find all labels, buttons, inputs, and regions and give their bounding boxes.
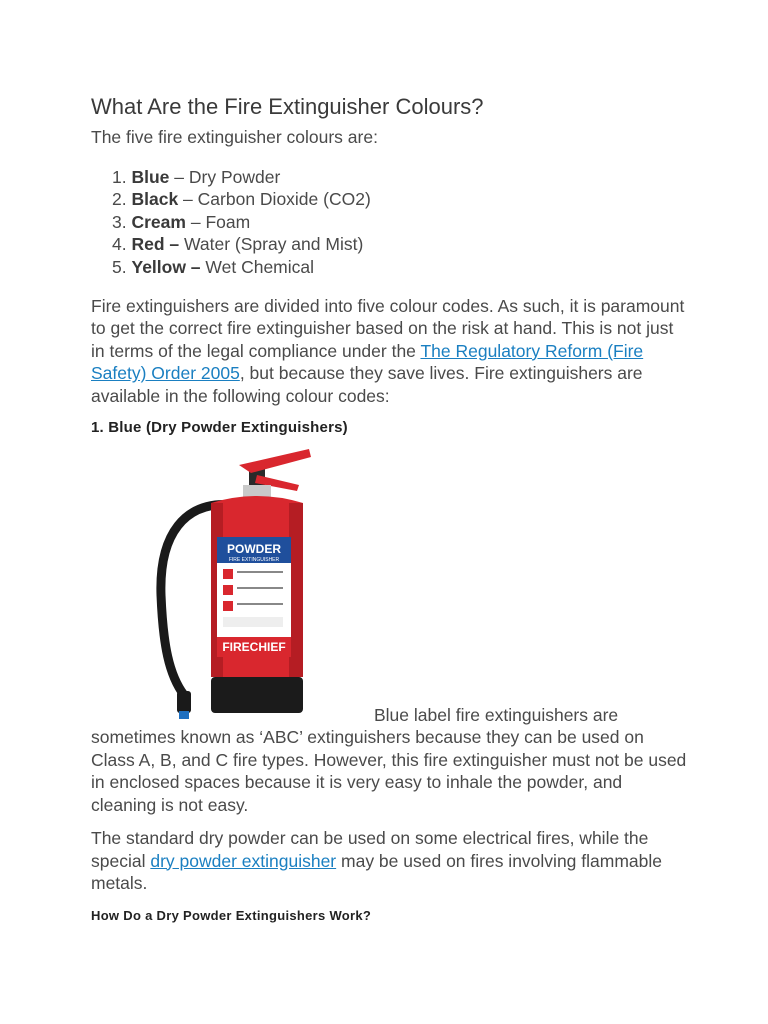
list-item: 3. Cream – Foam [112, 211, 251, 232]
regulatory-reform-link[interactable]: The Regulatory Reform (Fire Safety) Order 2005 [91, 340, 644, 384]
list-item: 2. Black – Carbon Dioxide (CO2) [112, 189, 371, 210]
brand-logo: FIRECHIEF [222, 640, 286, 655]
list-item: 5. Yellow – Wet Chemical [112, 256, 315, 277]
paragraph-blue-label: Blue label fire extinguishers are sometimes known as ‘ABC’ extinguishers because they can be used on Class A, B, and C fire types. However, this fire extinguisher must not be used in enclosed spaces because it is very easy to inhale the powder, and cleaning is not easy. [91, 705, 687, 815]
label-title: POWDER [227, 542, 281, 557]
paragraph-colour-codes: Fire extinguishers are divided into five colour codes. As such, it is paramount to get the correct fire extinguisher based on the risk at hand. This is not just in terms of the legal compliance under the The Regulatory Reform (Fire Safety) Order 2005, but because they save lives. Fire extinguishers are available in the following colour codes: [91, 296, 685, 406]
colour-list [91, 166, 691, 278]
section-heading-how-it-works: How Do a Dry Powder Extinguishers Work? [91, 908, 372, 924]
page-title: What Are the Fire Extinguisher Colours? [91, 94, 484, 119]
powder-extinguisher-image [139, 445, 379, 725]
label-subtitle: FIRE EXTINGUISHER [228, 557, 280, 564]
article [91, 90, 691, 923]
dry-powder-extinguisher-link[interactable]: dry powder extinguisher [150, 850, 337, 871]
section-heading-blue: 1. Blue (Dry Powder Extinguishers) [91, 419, 348, 437]
paragraph-dry-powder: The standard dry powder can be used on some electrical fires, while the special dry powder extinguisher may be used on fires involving flammable metals. [91, 828, 662, 893]
list-item: 1. Blue – Dry Powder [112, 167, 281, 187]
list-item: 4. Red – Water (Spray and Mist) [112, 234, 364, 255]
extinguisher-image-row [91, 445, 691, 721]
intro-text: The five fire extinguisher colours are: [91, 127, 378, 147]
